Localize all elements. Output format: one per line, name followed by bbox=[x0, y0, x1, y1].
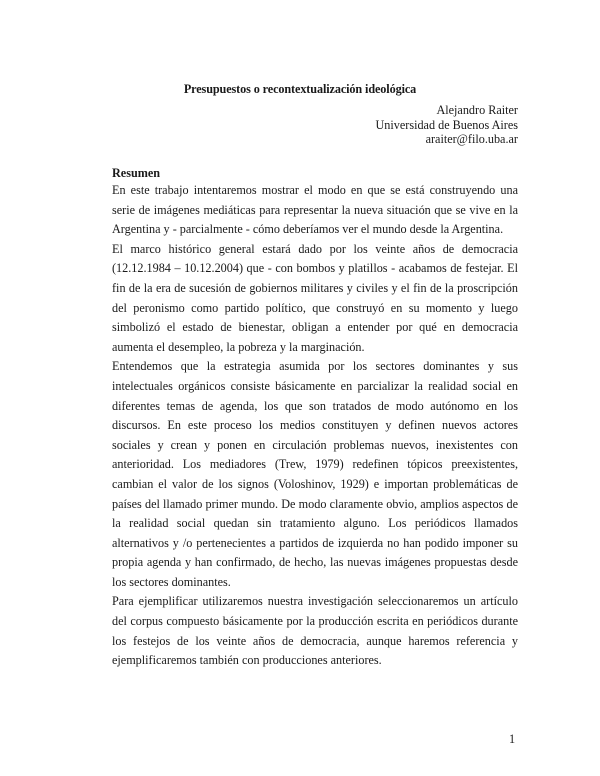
paragraph: Para ejemplificar utilizaremos nuestra investigación seleccionaremos un artículo del corpus compuesto básicamente por la producción escrita en periódicos durante los festejos de los veinte años de democracia, aunque haremos referencia y ejemplificaremos también con producciones anteriores. bbox=[112, 594, 518, 668]
abstract-body bbox=[112, 181, 518, 671]
author-email: araiter@filo.uba.ar bbox=[425, 132, 518, 146]
author-name: Alejandro Raiter bbox=[436, 103, 518, 117]
author-block bbox=[375, 103, 518, 147]
paragraph: En este trabajo intentaremos mostrar el modo en que se está construyendo una serie de imágenes mediáticas para representar la nueva situación que se vive en la Argentina y - parcialmente - cómo deberíamos ver el mundo desde la Argentina. bbox=[112, 183, 518, 237]
author-affiliation: Universidad de Buenos Aires bbox=[375, 117, 518, 132]
section-heading-resumen: Resumen bbox=[112, 166, 161, 180]
page-number: 1 bbox=[509, 732, 516, 746]
paragraph: Entendemos que la estrategia asumida por los sectores dominantes y sus intelectuales orgánicos consiste básicamente en parcializar la realidad social en diferentes temas de agenda, los que son tratados de modo autónomo en los discursos. En este proceso los medios constituyen y definen nuevos actores sociales y crean y ponen en circulación problemas nuevos, inexistentes con anterioridad. Los mediadores (Trew, 1979) redefinen tópicos preexistentes, cambian el valor de los signos (Voloshinov, 1929) e importan problemáticas de países del llamado primer mundo. De modo claramente obvio, amplios aspectos de la realidad social quedan sin tratamiento alguno. Los periódicos llamados alternativos y /o pertenecientes a partidos de izquierda no han podido imponer su propia agenda y han confirmado, de hecho, las nuevas imágenes propuestas desde los sectores dominantes. bbox=[112, 359, 518, 589]
document-title: Presupuestos o recontextualización ideológica bbox=[183, 82, 417, 96]
paragraph: El marco histórico general estará dado por los veinte años de democracia (12.12.1984 – 10.12.2004) que - con bombos y platillos - acabamos de festejar. El fin de la era de sucesión de gobiernos militares y civiles y el fin de la proscripción del peronismo como partido político, que construyó en su momento y luego simbolizó el estado de bienestar, obligan a entender por qué en democracia aumenta el desempleo, la pobreza y la marginación. bbox=[112, 241, 518, 354]
